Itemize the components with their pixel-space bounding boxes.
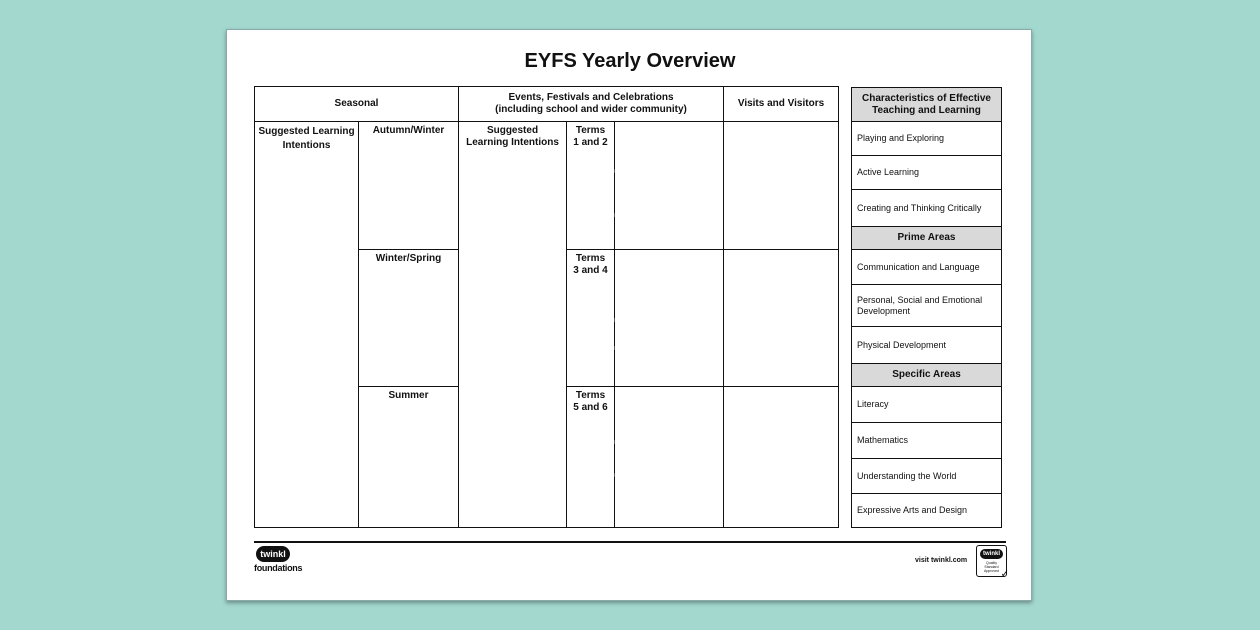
terms-3-4: Terms 3 and 4 xyxy=(566,249,615,387)
sidebar-item-literacy: Literacy xyxy=(851,386,1002,423)
sidebar-item-physical: Physical Development xyxy=(851,326,1002,364)
events-header xyxy=(458,86,724,122)
sidebar-item-playing-exploring: Playing and Exploring xyxy=(851,121,1002,156)
checkmark-icon: ✓ xyxy=(1000,569,1009,580)
twinkl-foundations-logo: twinkl foundations xyxy=(254,546,302,578)
visits-cell-1[interactable] xyxy=(723,121,839,250)
sidebar-item-personal-social: Personal, Social and Emotional Development xyxy=(851,284,1002,327)
footer-divider xyxy=(254,541,1006,543)
logo-cloud-icon: twinkl xyxy=(256,546,290,562)
tick-mark xyxy=(614,346,615,350)
events-header-line1: Events, Festivals and Celebrations xyxy=(508,92,674,103)
quality-standard-badge: twinkl Quality Standard Approved ✓ xyxy=(976,545,1007,577)
terms-5-6: Terms 5 and 6 xyxy=(566,386,615,528)
events-cell-2[interactable] xyxy=(614,249,724,387)
visit-link[interactable]: visit twinkl.com xyxy=(915,557,968,564)
prime-areas-header: Prime Areas xyxy=(851,226,1002,250)
season-autumn-winter: Autumn/Winter xyxy=(358,121,459,250)
sidebar-item-communication: Communication and Language xyxy=(851,249,1002,285)
visits-header: Visits and Visitors xyxy=(723,86,839,122)
specific-areas-header: Specific Areas xyxy=(851,363,1002,387)
tick-mark xyxy=(614,473,615,477)
tick-mark xyxy=(614,213,615,217)
visits-cell-2[interactable] xyxy=(723,249,839,387)
tick-mark xyxy=(614,318,615,322)
suggested-learning-left: Suggested Learning Intentions xyxy=(254,121,359,528)
seasonal-header: Seasonal xyxy=(254,86,459,122)
events-cell-1[interactable] xyxy=(614,121,724,250)
events-cell-3[interactable] xyxy=(614,386,724,528)
visits-cell-3[interactable] xyxy=(723,386,839,528)
tick-mark xyxy=(614,169,615,173)
sidebar-item-mathematics: Mathematics xyxy=(851,422,1002,459)
season-winter-spring: Winter/Spring xyxy=(358,249,459,387)
characteristics-header: Characteristics of Effective Teaching and Learning xyxy=(851,87,1002,122)
events-header-line2: (including school and wider community) xyxy=(495,104,687,115)
sidebar-item-creating-thinking: Creating and Thinking Critically xyxy=(851,189,1002,227)
season-summer: Summer xyxy=(358,386,459,528)
page-title: EYFS Yearly Overview xyxy=(524,50,736,72)
suggested-learning-right: Suggested Learning Intentions xyxy=(458,121,567,528)
sidebar-item-expressive-arts: Expressive Arts and Design xyxy=(851,493,1002,528)
tick-mark xyxy=(614,440,615,444)
worksheet xyxy=(226,29,1032,601)
sidebar-item-active-learning: Active Learning xyxy=(851,155,1002,190)
badge-cloud-icon: twinkl xyxy=(980,549,1003,559)
sidebar-item-understanding-world: Understanding the World xyxy=(851,458,1002,494)
terms-1-2: Terms 1 and 2 xyxy=(566,121,615,250)
